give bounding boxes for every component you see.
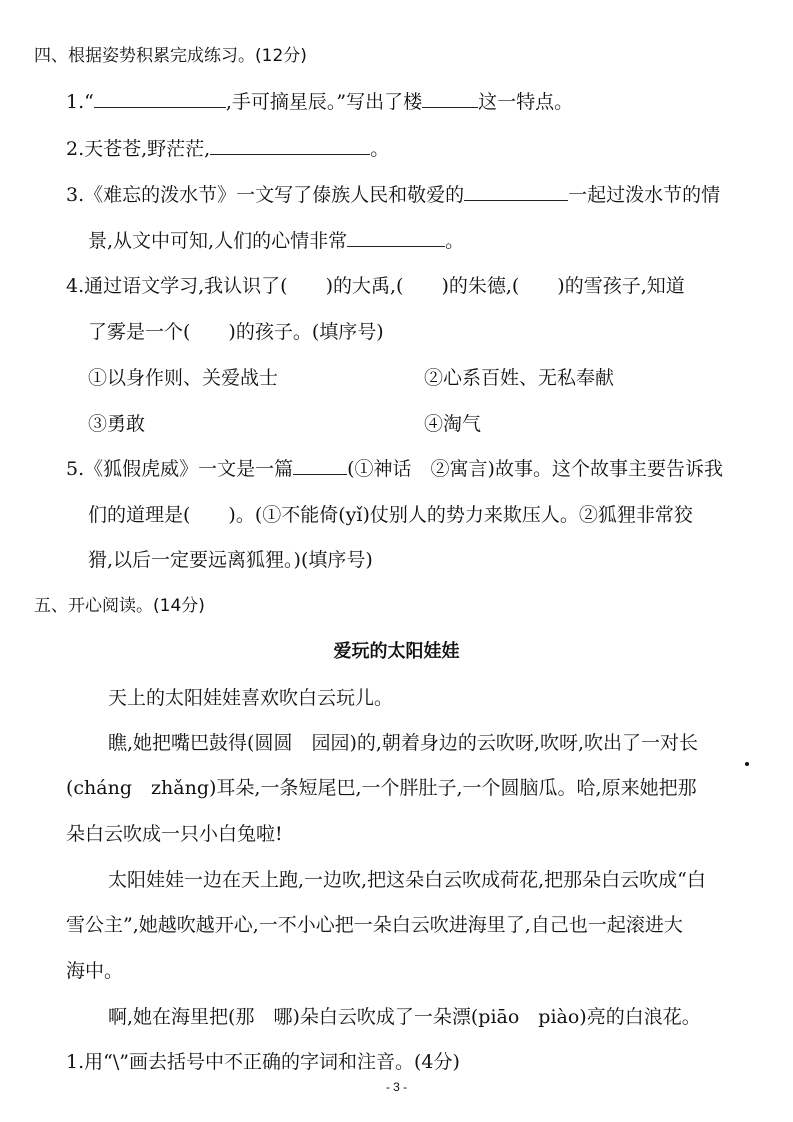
story-paragraph-1: 天上的太阳娃娃喜欢吹白云玩儿。 [108,687,394,709]
q2-blank [210,136,370,155]
q3-text-2: 一起过泼水节的情 [568,184,721,206]
question-4-3-line2 [88,227,464,255]
q4-option-1: ①以身作则、关爱战士 [88,367,279,389]
story-paragraph-2-line1: 瞧,她把嘴巴鼓得(圆圆 园园)的,朝着身边的云吹呀,吹呀,吹出了一对长 [108,732,698,754]
reading-question-1: 1.用“\”画去括号中不正确的字词和注音。(4分) [66,1051,460,1073]
story-paragraph-3-line1: 太阳娃娃一边在天上跑,一边吹,把这朵白云吹成荷花,把那朵白云吹成“白 [108,869,706,891]
question-4-4-line1: 4.通过语文学习,我认识了( )的大禹,( )的朱德,( )的雪孩子,知道 [66,275,685,297]
story-paragraph-4: 啊,她在海里把(那 哪)朵白云吹成了一朵漂(piāo piào)亮的白浪花。 [108,1006,701,1028]
story-title: 爱玩的太阳娃娃 [333,641,460,662]
story-paragraph-2-line2: (cháng zhǎng)耳朵,一条短尾巴,一个胖肚子,一个圆脑瓜。哈,原来她把那 [66,777,697,799]
q5-text: 5.《狐假虎威》一文是一篇 [66,458,294,480]
section-4-heading: 四、根据姿势积累完成练习。(12分) [34,46,307,66]
question-4-5-line1 [66,455,723,483]
q3-text: 3.《难忘的泼水节》一文写了傣族人民和敬爱的 [66,184,465,206]
question-4-1 [66,88,573,116]
q2-end: 。 [370,138,390,160]
q1-suffix: 这一特点。 [478,91,574,113]
q3-text-3: 景,从文中可知,人们的心情非常 [88,230,348,252]
q4-option-2: ②心系百姓、无私奉献 [424,367,615,389]
q2-text: 2.天苍苍,野茫茫, [66,138,211,160]
q5-blank [293,456,347,475]
page-number: - 3 - [385,1080,408,1094]
emphasis-dot [745,762,749,766]
q5-text-2: (①神话 ②寓言)故事。这个故事主要告诉我 [347,458,723,480]
question-4-4-line2: 了雾是一个( )的孩子。(填序号) [88,321,384,343]
q3-end: 。 [445,230,465,252]
q4-option-3: ③勇敢 [88,413,146,435]
story-paragraph-3-line3: 海中。 [66,960,124,982]
question-4-5-line2: 们的道理是( )。(①不能倚(yǐ)仗别人的势力来欺压人。②狐狸非常狡 [88,504,693,526]
q1-middle: ,手可摘星辰。”写出了楼 [225,91,423,113]
q3-blank-1 [464,182,568,201]
section-5-heading: 五、开心阅读。(14分) [34,596,205,616]
q1-blank-2 [422,89,478,108]
question-4-5-line3: 猾,以后一定要远离狐狸。)(填序号) [88,549,373,571]
q1-prefix: 1.“ [66,91,94,113]
q1-blank-1 [94,89,226,108]
question-4-2 [66,135,389,163]
question-4-3-line1 [66,181,720,209]
q3-blank-2 [347,228,445,247]
story-paragraph-3-line2: 雪公主”,她越吹越开心,一不小心把一朵白云吹进海里了,自己也一起滚进大 [66,914,683,936]
story-paragraph-2-line3: 朵白云吹成一只小白兔啦! [66,823,283,845]
q4-option-4: ④淘气 [424,413,482,435]
